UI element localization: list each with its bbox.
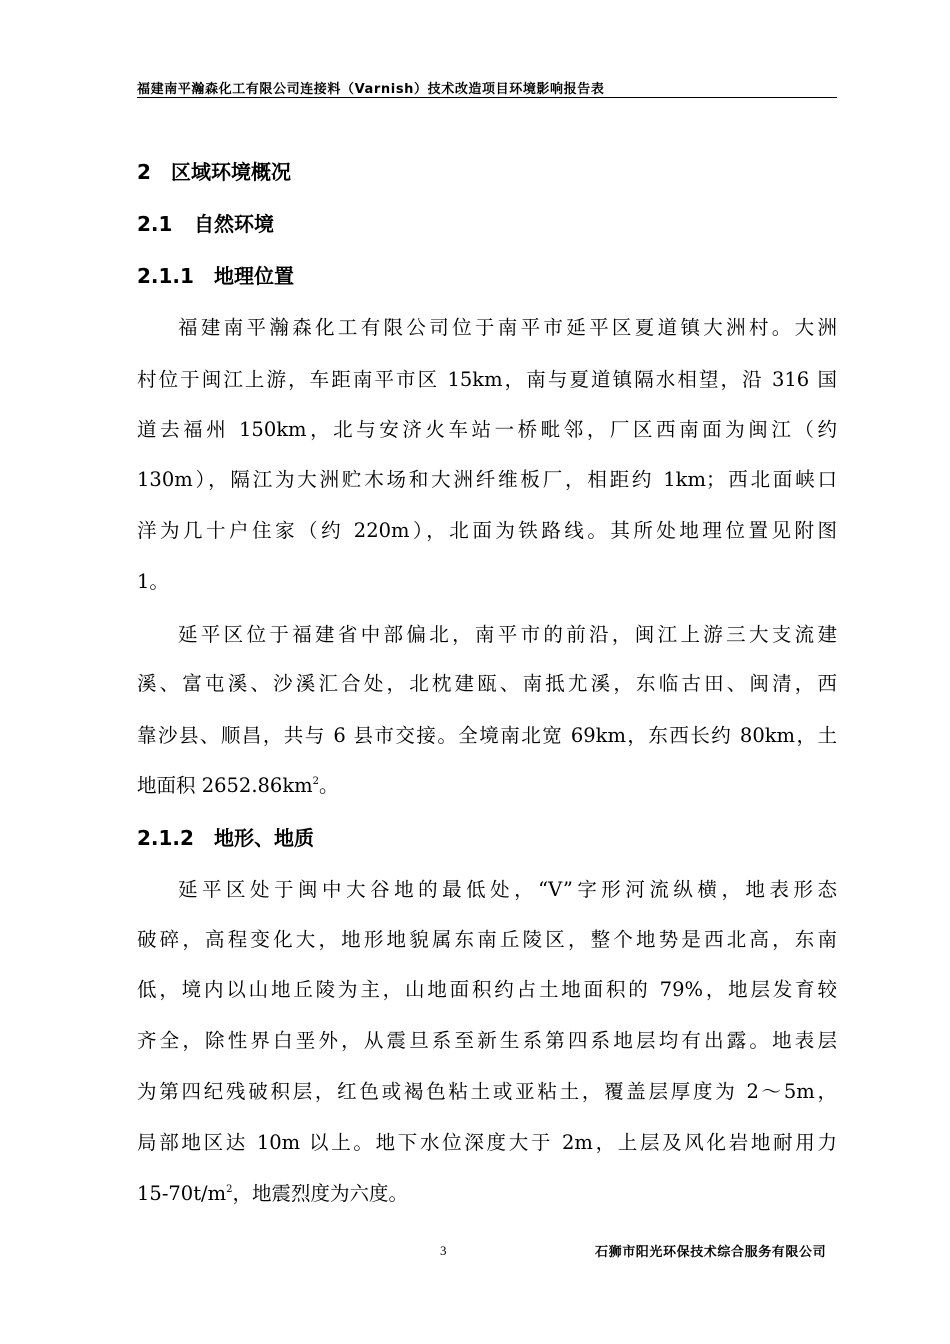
paragraph-line: 道去福州 150km，北与安济火车站一桥毗邻，厂区西南面为闽江（约 xyxy=(137,418,837,441)
section-number: 2.1.1 xyxy=(137,264,194,288)
section-number: 2.1 xyxy=(137,212,173,236)
section-heading-2-1 xyxy=(137,208,274,237)
section-title: 地形、地质 xyxy=(214,826,314,850)
paragraph-line: 溪、富屯溪、沙溪汇合处，北枕建瓯、南抵尤溪，东临古田、闽清，西 xyxy=(137,672,837,695)
paragraph-line xyxy=(137,770,837,798)
text-span: 。 xyxy=(319,774,339,797)
paragraph-line: 1。 xyxy=(137,570,169,593)
section-title: 地理位置 xyxy=(214,264,294,288)
paragraph-line: 局部地区达 10m 以上。地下水位深度大于 2m，上层及风化岩地耐用力 xyxy=(137,1131,837,1154)
paragraph-line: 靠沙县、顺昌，共与 6 县市交接。全境南北宽 69km，东西长约 80km，土 xyxy=(137,724,837,747)
section-number: 2 xyxy=(137,160,151,184)
paragraph-line: 福建南平瀚森化工有限公司位于南平市延平区夏道镇大洲村。大洲 xyxy=(178,316,837,339)
section-title: 区域环境概况 xyxy=(171,160,291,184)
text-span: ，地震烈度为六度。 xyxy=(232,1182,409,1205)
paragraph-line: 130m），隔江为大洲贮木场和大洲纤维板厂，相距约 1km；西北面峡口 xyxy=(137,468,837,491)
section-title: 自然环境 xyxy=(194,212,274,236)
paragraph-line: 洋为几十户住家（约 220m），北面为铁路线。其所处地理位置见附图 xyxy=(137,519,837,542)
superscript: 2 xyxy=(226,1184,233,1195)
section-number: 2.1.2 xyxy=(137,826,194,850)
superscript: 2 xyxy=(312,776,320,787)
header-rule xyxy=(137,97,837,98)
section-heading-2-1-2 xyxy=(137,822,314,851)
text-span: 地面积 2652.86km xyxy=(137,774,313,797)
paragraph-line: 延平区位于福建省中部偏北，南平市的前沿，闽江上游三大支流建 xyxy=(178,623,837,646)
paragraph-line: 低，境内以山地丘陵为主，山地面积约占土地面积的 79%，地层发育较 xyxy=(137,978,837,1001)
paragraph-line: 破碎，高程变化大，地形地貌属东南丘陵区，整个地势是西北高，东南 xyxy=(137,928,837,951)
paragraph-line xyxy=(137,1178,837,1206)
section-heading-2 xyxy=(137,156,291,185)
paragraph-line: 为第四纪残破积层，红色或褐色粘土或亚粘土，覆盖层厚度为 2～5m， xyxy=(137,1080,837,1103)
text-span: 15-70t/m xyxy=(137,1182,227,1205)
document-header: 福建南平瀚森化工有限公司连接料（Varnish）技术改造项目环境影响报告表 xyxy=(137,82,605,97)
paragraph-line: 齐全，除性界白垩外，从震旦系至新生系第四系地层均有出露。地表层 xyxy=(137,1029,837,1052)
paragraph-line: 延平区处于闽中大谷地的最低处，“V”字形河流纵横，地表形态 xyxy=(178,878,837,901)
footer-organization: 石狮市阳光环保技术综合服务有限公司 xyxy=(595,1245,827,1260)
page-number: 3 xyxy=(440,1243,447,1258)
paragraph-line: 村位于闽江上游，车距南平市区 15km，南与夏道镇隔水相望，沿 316 国 xyxy=(137,368,837,391)
section-heading-2-1-1 xyxy=(137,260,294,289)
